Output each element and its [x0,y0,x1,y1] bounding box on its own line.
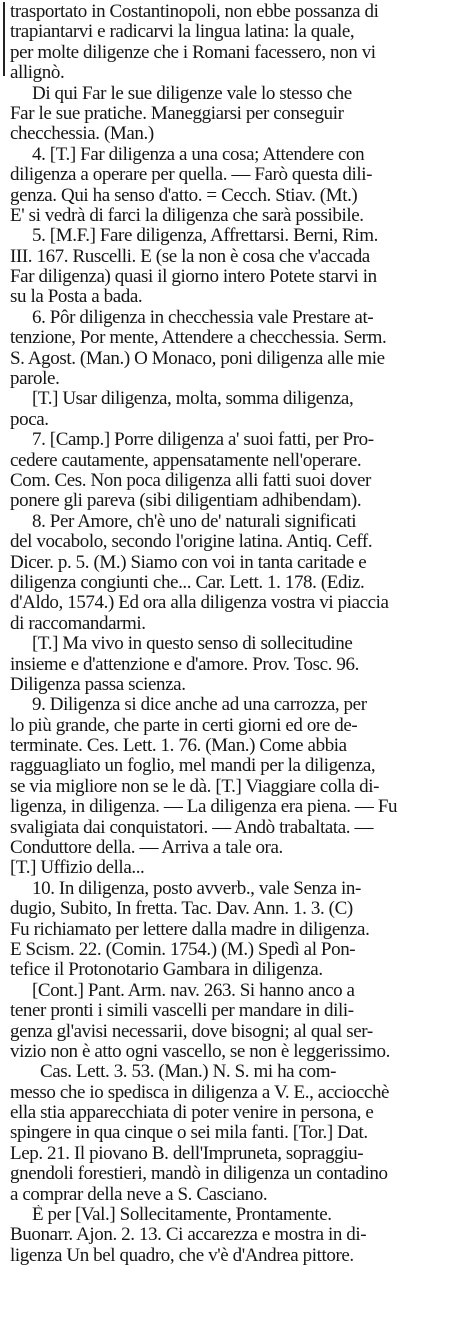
entry-text [10,2,468,1266]
text-line: ligenza Un bel quadro, che v'è d'Andrea pittore. [10,1245,354,1266]
text-line: se via migliore non se le dà. [T.] Viaggiare colla di- [10,776,380,797]
text-line: ligenza, in diligenza. — La diligenza era piena. — Fu [10,797,398,818]
text-line: 5. [M.F.] Fare diligenza, Affrettarsi. Berni, Rim. [32,226,378,247]
text-line: trasportato in Costantinopoli, non ebbe possanza di [10,2,379,22]
text-line: allignò. [10,63,65,84]
text-line: di raccomandarmi. [10,613,146,634]
text-line: gnendoli forestieri, mandò in diligenza un contadino [10,1164,388,1185]
text-line: [T.] Usar diligenza, molta, somma diligenza, [32,389,354,410]
text-line: del vocabolo, secondo l'origine latina. Antiq. Ceff. [10,532,373,553]
text-line: dugio, Subito, In fretta. Tac. Dav. Ann. 1. 3. (C) [10,899,353,920]
text-line: Buonarr. Ajon. 2. 13. Ci accarezza e mostra in di- [10,1225,367,1246]
text-line: E' si vedrà di farci la diligenza che sarà possibile. [10,205,364,226]
text-line: insieme e d'attenzione e d'amore. Prov. Tosc. 96. [10,654,359,675]
text-line: ella stia apparecchiata di poter venire in persona, e [10,1103,374,1124]
text-line: 10. In diligenza, posto avverb., vale Senza in- [32,878,361,899]
text-line: Com. Ces. Non poca diligenza alli fatti suoi dover [10,470,371,491]
text-line: parole. [10,369,60,390]
text-line: vizio non è atto ogni vascello, se non è leggerissimo. [10,1041,390,1062]
text-line: messo che io spedisca in diligenza a V. E., acciocchè [10,1082,390,1103]
text-line: lo più grande, che parte in certi giorni ed ore de- [10,715,358,736]
text-line: III. 167. Ruscelli. E (se la non è cosa che v'accada [10,246,370,267]
text-line: E Scism. 22. (Comin. 1754.) (M.) Spedì al Pon- [10,939,356,960]
text-line: S. Agost. (Man.) O Monaco, poni diligenza alle mie [10,348,385,369]
text-line: [T.] Ma vivo in questo senso di sollecitudine [32,634,353,655]
text-line: svaligiata dai conquistatori. — Andò trabaltata. — [10,817,374,838]
text-line: spingere in qua cinque o sei mila fanti. [Tor.] Dat. [10,1123,368,1144]
text-line: tenzione, Por mente, Attendere a checchessia. Serm. [10,328,387,349]
text-line: 6. Pôr diligenza in checchessia vale Prestare at- [32,307,374,328]
text-line: d'Aldo, 1574.) Ed ora alla diligenza vostra vi piaccia [10,593,389,614]
text-line: genza gl'avisi necessarii, dove bisogni; al qual ser- [10,1021,373,1042]
text-line: Fu richiamato per lettere dalla madre in diligenza. [10,919,370,940]
text-line: [Cont.] Pant. Arm. nav. 263. Si hanno anco a [32,980,355,1001]
text-line: ponere gli pareva (sibi diligentiam adhibendam). [10,491,362,512]
text-line: Cas. Lett. 3. 53. (Man.) N. S. mi ha com- [40,1062,336,1083]
text-line: Lep. 21. Il piovano B. dell'Impruneta, sopraggiu- [10,1143,364,1164]
text-line: 7. [Camp.] Porre diligenza a' suoi fatti, per Pro- [32,430,374,451]
text-line: [T.] Uffizio della... [10,858,145,879]
text-line: per molte diligenze che i Romani facessero, non vi [10,42,376,63]
text-line: a comprar della neve a S. Casciano. [10,1184,268,1205]
text-line: È per [Val.] Sollecitamente, Prontamente. [32,1205,332,1226]
text-line: Dicer. p. 5. (M.) Siamo con voi in tanta caritade e [10,552,367,573]
text-line: 8. Per Amore, ch'è uno de' naturali significati [32,511,357,532]
text-line: checchessia. (Man.) [10,124,154,145]
text-line: diligenza congiunti che... Car. Lett. 1. 178. (Ediz. [10,572,365,593]
text-line: Diligenza passa scienza. [10,674,186,695]
text-line: tener pronti i simili vascelli per mandare in dili- [10,1001,354,1022]
text-line: su la Posta a bada. [10,287,143,308]
margin-rule [3,2,5,76]
text-line: Far le sue pratiche. Maneggiarsi per conseguir [10,103,344,124]
text-line: poca. [10,409,49,430]
text-line: diligenza a operare per quella. — Farò questa dili- [10,165,373,186]
text-line: Far diligenza) quasi il giorno intero Potete starvi in [10,267,377,288]
text-line: terminate. Ces. Lett. 1. 76. (Man.) Come abbia [10,736,347,757]
text-line: Conduttore della. — Arriva a tale ora. [10,838,283,859]
text-line: cedere cautamente, appensatamente nell'operare. [10,450,362,471]
text-line: ragguagliato un foglio, mel mandi per la diligenza, [10,756,376,777]
text-line: tefice il Protonotario Gambara in diligenza. [10,960,323,981]
text-line: genza. Qui ha senso d'atto. = Cecch. Stiav. (Mt.) [10,185,358,206]
text-line: 9. Diligenza si dice anche ad una carrozza, per [32,695,367,716]
text-line: trapiantarvi e radicarvi la lingua latina: la quale, [10,22,355,43]
text-line: 4. [T.] Far diligenza a una cosa; Attendere con [32,144,365,165]
text-line: Di qui Far le sue diligenze vale lo stesso che [32,83,352,104]
